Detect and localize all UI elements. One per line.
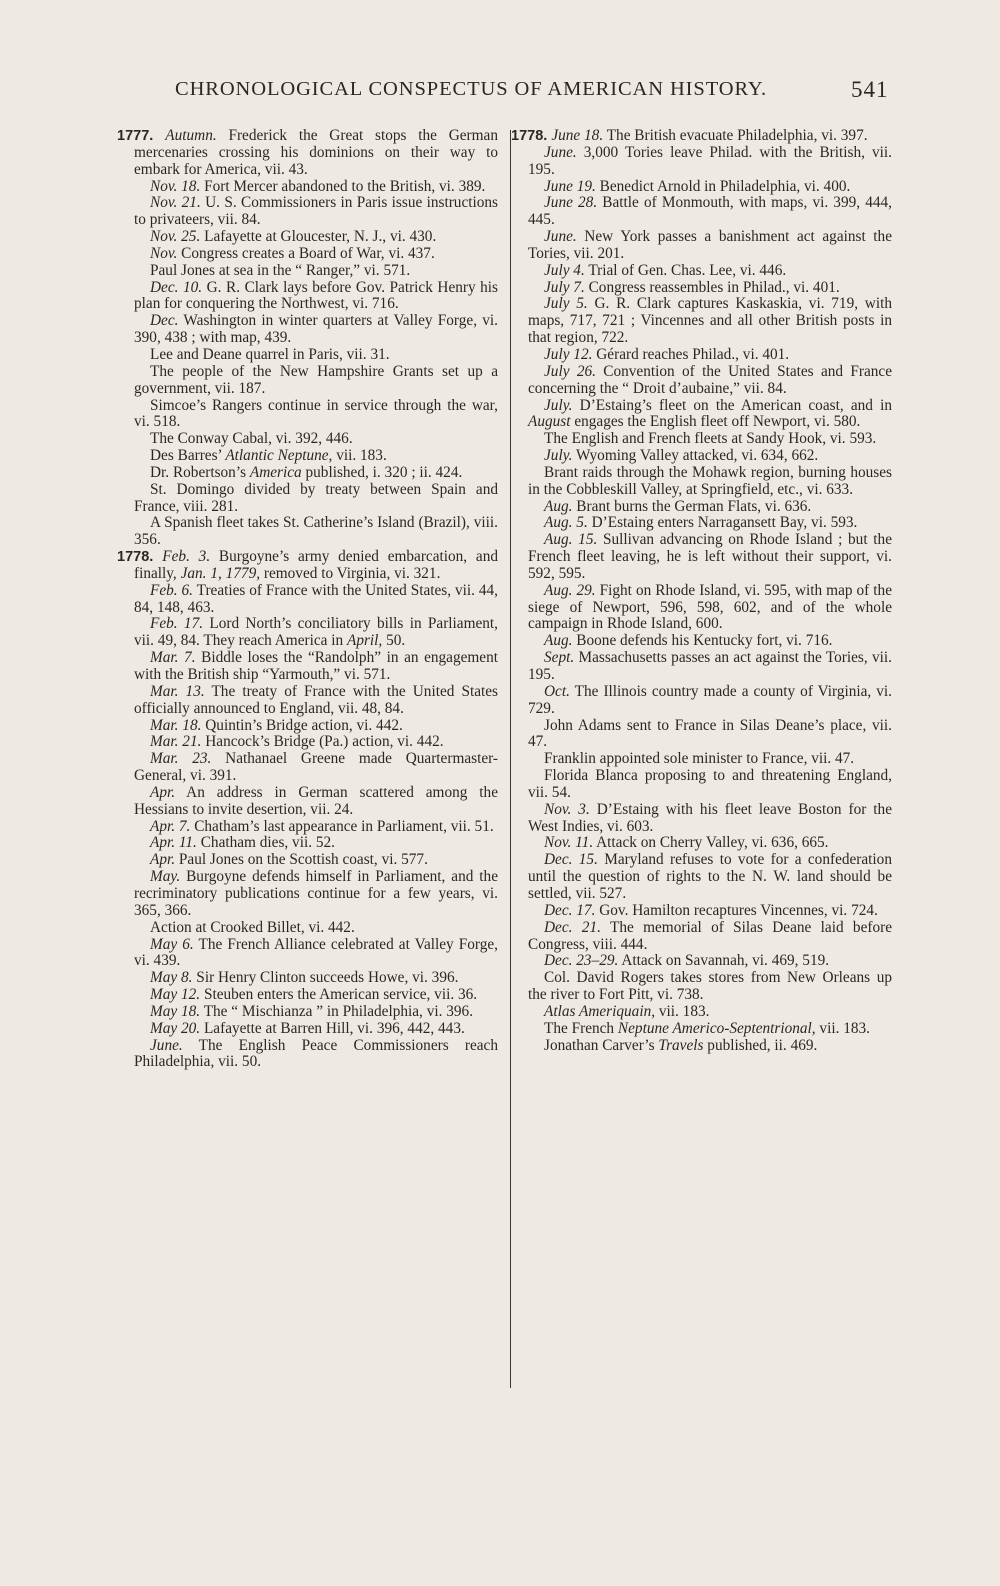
entry-text: Jonathan Carver’s [544, 1036, 659, 1054]
column-divider [510, 130, 511, 1388]
entry-text: Fort Mercer abandoned to the British, vi. 389. [200, 177, 486, 195]
chronology-entry [134, 515, 498, 549]
entry-date: May 20. [150, 1019, 201, 1037]
entry-date: Mar. 23. [150, 750, 212, 768]
entry-text: Congress reassembles in Philad., vi. 401. [584, 278, 840, 296]
entry-text: Quintin’s Bridge action, vi. 442. [201, 716, 403, 734]
entry-text: Col. David Rogers takes stores from New Orleans up the river to Fort Pitt, vi. 738. [528, 969, 892, 1004]
chronology-entry [134, 398, 498, 432]
chronology-entry [134, 1004, 498, 1021]
entry-text: Lafayette at Barren Hill, vi. 396, 442, 443. [200, 1019, 465, 1037]
entry-text: published, ii. 469. [703, 1036, 818, 1054]
chronology-entry [134, 465, 498, 482]
entry-italic-title: Travels [658, 1036, 704, 1054]
entry-date: June. [544, 143, 577, 161]
entry-text: Maryland refuses to vote for a confederation until the question of rights to the N. W. land should be settled, vii. 527. [528, 851, 892, 902]
entry-text: engages the English fleet off Newport, vi. 580. [570, 413, 861, 431]
entry-date: July 12. [544, 345, 593, 363]
entry-text: The English and French fleets at Sandy Hook, vi. 593. [544, 430, 877, 448]
entry-date: Aug. [544, 632, 573, 650]
chronology-entry [528, 179, 892, 196]
entry-date: July. [544, 396, 573, 414]
entry-text: Frederick the Great stops the German mercenaries crossing his dominions on their way to embark for America, vii. 43. [134, 127, 498, 178]
entry-date: May 18. [150, 1002, 201, 1020]
right-column [511, 127, 892, 1054]
entry-text: U. S. Commissioners in Paris issue instructions to privateers, vii. 84. [134, 194, 498, 229]
entry-text: Convention of the United States and France concerning the “ Droit d’aubaine,” vii. 84. [528, 362, 892, 397]
entry-text: Des Barres’ [150, 447, 226, 465]
chronology-entry [134, 684, 498, 718]
entry-text: The “ Mischianza ” in Philadelphia, vi. 396. [200, 1002, 474, 1020]
entry-date: Nov. 25. [150, 228, 201, 246]
entry-italic-title: Neptune Americo-Septentrional, [617, 1019, 816, 1037]
entry-date: June 19. [544, 177, 596, 195]
entry-text: Nathanael Greene made Quartermaster-General, vi. 391. [134, 750, 499, 785]
chronology-entry [134, 280, 498, 314]
entry-text: The people of the New Hampshire Grants set up a government, vii. 187. [134, 362, 498, 397]
entry-text: Benedict Arnold in Philadelphia, vi. 400. [595, 177, 851, 195]
entry-text: Chatham dies, vii. 52. [196, 834, 335, 852]
chronology-entry [134, 970, 498, 987]
chronology-entry [528, 718, 892, 752]
entry-text: The Illinois country made a county of Virginia, vi. 729. [528, 682, 892, 717]
entry-date: Feb. 6. [150, 581, 193, 599]
entry-date: Feb. 17. [150, 615, 204, 633]
entry-date: Mar. 21. [150, 733, 202, 751]
chronology-entry [528, 835, 892, 852]
entry-text: G. R. Clark captures Kaskaskia, vi. 719, with maps, 717, 721 ; Vincennes and all other British posts in that region, 722. [528, 295, 892, 347]
entry-text: Sullivan advancing on Rhode Island ; but the French fleet leaving, he is left without their support, vi. 592, 595. [528, 531, 892, 582]
chronology-entry [528, 633, 892, 650]
chronology-entry [134, 448, 498, 465]
chronology-entry [134, 751, 498, 785]
chronology-entry [134, 650, 498, 684]
entry-date: Dec. 15. [544, 851, 598, 869]
entry-text: Brant raids through the Mohawk region, burning houses in the Cobbleskill Valley, at Springfield, etc., vi. 633. [528, 463, 892, 498]
chronology-entry [134, 482, 498, 516]
entry-italic-title: Atlantic Neptune, [225, 447, 333, 465]
entry-text: 3,000 Tories leave Philad. with the British, vii. 195. [528, 143, 892, 178]
chronology-entry [134, 869, 498, 920]
year-label: 1778. [511, 128, 552, 144]
chronology-entry [134, 246, 498, 263]
entry-date: Nov. [150, 244, 178, 262]
chronology-entry [528, 195, 892, 229]
chronology-entry [134, 195, 498, 229]
chronology-entry [528, 465, 892, 499]
chronology-entry [134, 229, 498, 246]
entry-italic-title: Jan. 1, 1779, [180, 564, 261, 582]
entry-date: Aug. 15. [544, 531, 598, 549]
entry-text: Action at Crooked Billet, vi. 442. [150, 918, 355, 936]
entry-date: Nov. 11. [544, 834, 594, 852]
chronology-entry [134, 179, 498, 196]
entry-text: Fight on Rhode Island, vi. 595, with map of the siege of Newport, 596, 598, 602, and of the whole campaign in Rhode Island, 600. [528, 581, 892, 633]
chronology-entry [528, 263, 892, 280]
chronology-entry [511, 128, 892, 145]
entry-text: Simcoe’s Rangers continue in service through the war, vi. 518. [134, 396, 498, 431]
entry-text: published, i. 320 ; ii. 424. [301, 463, 463, 481]
chronology-entry [528, 280, 892, 297]
entry-text: Dr. Robertson’s [150, 463, 250, 481]
entry-text: vii. 183. [815, 1019, 870, 1037]
chronology-entry [528, 532, 892, 583]
chronology-entry [134, 987, 498, 1004]
entry-date: Aug. 5. [544, 514, 588, 532]
chronology-entry [528, 1021, 892, 1038]
chronology-entry [134, 583, 498, 617]
chronology-entry [117, 549, 498, 583]
chronology-entry [528, 145, 892, 179]
chronology-entry [528, 499, 892, 516]
entry-text: Gérard reaches Philad., vi. 401. [592, 345, 790, 363]
chronology-entry [528, 684, 892, 718]
entry-date: Autumn. [165, 127, 217, 144]
chronology-entry [528, 953, 892, 970]
chronology-entry [528, 431, 892, 448]
entry-text: vii. 183. [655, 1002, 710, 1020]
chronology-entry [528, 920, 892, 954]
entry-text: The British evacuate Philadelphia, vi. 397. [603, 127, 868, 144]
entry-text: The Conway Cabal, vi. 392, 446. [150, 430, 353, 448]
entry-text: Paul Jones at sea in the “ Ranger,” vi. 571. [150, 261, 411, 279]
chronology-entry [528, 1004, 892, 1021]
entry-date: May. [150, 868, 181, 886]
entry-text: Attack on Cherry Valley, vi. 636, 665. [593, 834, 829, 852]
entry-date: Dec. 23–29. [544, 952, 619, 970]
entry-text: The treaty of France with the United States officially announced to England, vii. 48, 84. [134, 682, 498, 717]
chronology-entry [134, 364, 498, 398]
chronology-entry [528, 347, 892, 364]
entry-text: Lee and Deane quarrel in Paris, vii. 31. [150, 345, 390, 363]
entry-date: Nov. 18. [150, 177, 201, 195]
chronology-entry [134, 785, 498, 819]
chronology-entry [528, 398, 892, 432]
entry-date: Dec. 17. [544, 901, 596, 919]
chronology-entry [134, 263, 498, 280]
entry-italic-title: August [528, 413, 571, 431]
entry-date: June 18. [551, 127, 604, 144]
chronology-entry [528, 583, 892, 634]
entry-date: Oct. [544, 682, 570, 700]
entry-text: The English Peace Commissioners reach Philadelphia, vii. 50. [134, 1036, 498, 1071]
page-header [0, 78, 1000, 108]
entry-text: The French Alliance celebrated at Valley Forge, vi. 439. [134, 935, 498, 970]
entry-text: D’Estaing enters Narragansett Bay, vi. 593. [587, 514, 858, 532]
chronology-entry [528, 650, 892, 684]
chronology-entry [528, 970, 892, 1004]
year-label: 1778. [117, 549, 163, 566]
entry-date: Dec. 10. [150, 278, 203, 296]
year-label: 1777. [117, 128, 166, 144]
entry-date: Aug. [544, 497, 573, 515]
entry-text: Paul Jones on the Scottish coast, vi. 577. [175, 851, 428, 869]
entry-text: Lord North’s conciliatory bills in Parliament, vii. 49, 84. They reach America in [134, 615, 499, 650]
chronology-entry [528, 364, 892, 398]
entry-text: Battle of Monmouth, with maps, vi. 399, 444, 445. [528, 194, 892, 229]
chronology-entry [117, 128, 498, 179]
chronology-entry [134, 347, 498, 364]
entry-italic-title: America [249, 463, 302, 481]
entry-date: Feb. 3. [162, 548, 211, 566]
entry-text: The French [544, 1019, 618, 1037]
chronology-entry [134, 920, 498, 937]
entry-text: Lafayette at Gloucester, N. J., vi. 430. [200, 228, 437, 246]
entry-text: Treaties of France with the United States, vii. 44, 84, 148, 463. [134, 581, 498, 616]
chronology-entry [528, 1038, 892, 1055]
entry-text: Steuben enters the American service, vii. 36. [200, 986, 478, 1004]
entry-text: Gov. Hamilton recaptures Vincennes, vi. 724. [595, 901, 878, 919]
entry-text: G. R. Clark lays before Gov. Patrick Henry his plan for conquering the Northwest, vi. 716. [134, 278, 498, 313]
chronology-entry [134, 1038, 498, 1072]
entry-text: 50. [382, 632, 406, 650]
chronology-entry [134, 1021, 498, 1038]
chronology-entry [134, 616, 498, 650]
entry-date: Dec. [150, 312, 179, 330]
entry-text: D’Estaing with his fleet leave Boston for the West Indies, vi. 603. [528, 800, 892, 835]
entry-italic-title: April, [346, 632, 383, 650]
chronology-entry [134, 734, 498, 751]
chronology-entry [528, 802, 892, 836]
entry-date: Mar. 18. [150, 716, 202, 734]
chronology-entry [134, 937, 498, 971]
chronology-entry [134, 835, 498, 852]
entry-text: Sir Henry Clinton succeeds Howe, vi. 396. [192, 969, 459, 987]
chronology-entry [134, 819, 498, 836]
entry-text: Burgoyne’s army denied embarcation, and finally, [134, 548, 498, 582]
entry-text: Biddle loses the “Randolph” in an engagement with the British ship “Yarmouth,” vi. 571. [134, 649, 498, 683]
entry-date: Mar. 13. [150, 682, 205, 700]
chronology-entry [134, 313, 498, 347]
entry-date: Apr. 7. [150, 817, 191, 835]
chronology-entry [528, 448, 892, 465]
running-title: CHRONOLOGICAL CONSPECTUS OF AMERICAN HISTORY. [175, 78, 767, 100]
chronology-entry [528, 852, 892, 903]
entry-text: Washington in winter quarters at Valley Forge, vi. 390, 438 ; with map, 439. [134, 312, 498, 347]
entry-date: June. [544, 228, 577, 246]
entry-text: D’Estaing’s fleet on the American coast, and in [572, 396, 892, 414]
entry-date: Apr. [150, 851, 176, 869]
entry-date: July 7. [544, 278, 585, 296]
entry-date: May 6. [150, 935, 194, 953]
chronology-entry [134, 852, 498, 869]
chronology-entry [134, 431, 498, 448]
entry-date: May 12. [150, 986, 201, 1004]
chronology-entry [528, 229, 892, 263]
chronology-entry [528, 903, 892, 920]
entry-text: removed to Virginia, vi. 321. [260, 564, 441, 582]
entry-text: St. Domingo divided by treaty between Spain and France, viii. 281. [134, 480, 498, 515]
entry-date: Mar. 7. [150, 649, 196, 667]
entry-text: Wyoming Valley attacked, vi. 634, 662. [572, 447, 819, 465]
entry-text: Trial of Gen. Chas. Lee, vi. 446. [584, 261, 787, 279]
entry-date: Aug. 29. [544, 581, 596, 599]
entry-text: New York passes a banishment act against the Tories, vii. 201. [528, 228, 892, 262]
entry-date: July. [544, 447, 573, 465]
entry-text: Burgoyne defends himself in Parliament, and the recriminatory publications continue for a few years, vi. 365, 366. [134, 868, 498, 919]
left-column [117, 127, 499, 1071]
chronology-entry [528, 751, 892, 768]
chronology-entry [528, 768, 892, 802]
entry-text: Franklin appointed sole minister to France, vii. 47. [544, 750, 855, 768]
entry-date: Apr. 11. [150, 834, 197, 852]
entry-date: June 28. [544, 194, 598, 212]
entry-text: Chatham’s last appearance in Parliament, vii. 51. [190, 817, 494, 835]
entry-text: Florida Blanca proposing to and threatening England, vii. 54. [528, 767, 892, 801]
entry-date: July 5. [544, 295, 588, 313]
chronology-entry [528, 515, 892, 532]
chronology-entry [134, 718, 498, 735]
entry-text: Brant burns the German Flats, vi. 636. [572, 497, 812, 515]
entry-text: A Spanish fleet takes St. Catherine’s Island (Brazil), viii. 356. [134, 514, 498, 549]
chronology-entry [528, 296, 892, 347]
entry-text: vii. 183. [332, 447, 387, 465]
page-number: 541 [851, 77, 889, 102]
entry-date: Nov. 21. [150, 194, 201, 212]
entry-text: Hancock’s Bridge (Pa.) action, vi. 442. [201, 733, 444, 751]
entry-text: The memorial of Silas Deane laid before Congress, viii. 444. [528, 918, 892, 953]
entry-text: Congress creates a Board of War, vi. 437. [177, 244, 435, 262]
entry-date: Nov. 3. [544, 800, 590, 818]
entry-date: June. [150, 1036, 183, 1054]
entry-text: John Adams sent to France in Silas Deane’s place, vii. 47. [528, 716, 892, 751]
entry-date: Apr. [150, 783, 176, 801]
entry-text: Boone defends his Kentucky fort, vi. 716. [572, 632, 833, 650]
entry-text: Attack on Savannah, vi. 469, 519. [618, 952, 830, 970]
entry-text: An address in German scattered among the Hessians to invite desertion, vii. 24. [134, 783, 498, 818]
entry-italic-title: Atlas Ameriquain, [544, 1002, 656, 1020]
entry-text: Massachusetts passes an act against the Tories, vii. 195. [528, 649, 892, 683]
entry-date: July 26. [544, 362, 596, 380]
entry-date: Dec. 21. [544, 918, 601, 936]
entry-date: July 4. [544, 261, 585, 279]
entry-date: Sept. [544, 649, 575, 667]
entry-date: May 8. [150, 969, 193, 987]
